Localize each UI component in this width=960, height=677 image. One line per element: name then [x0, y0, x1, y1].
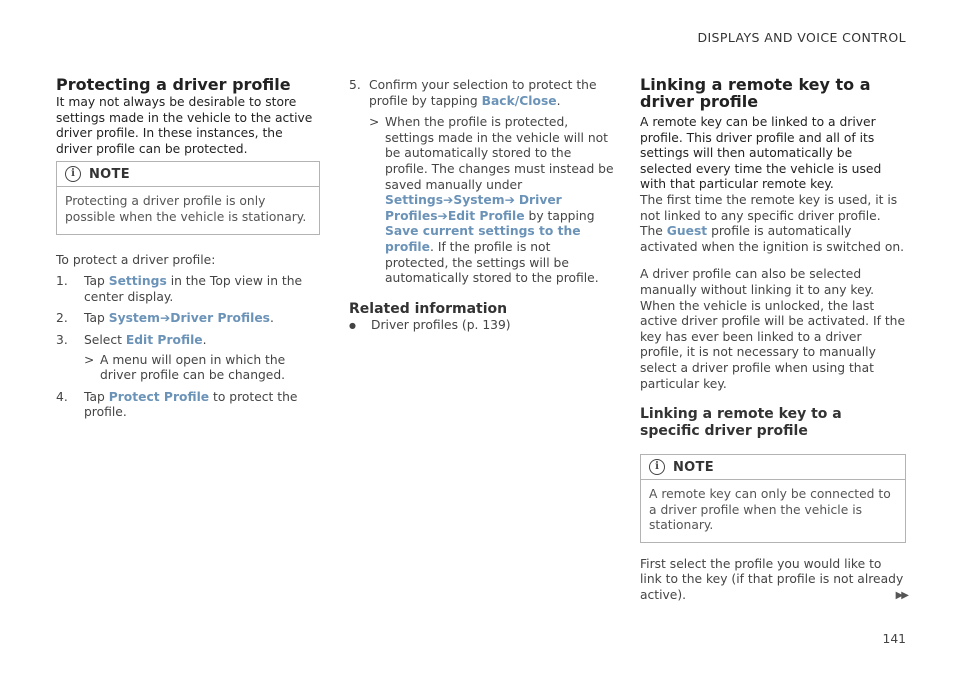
paragraph-select-profile: First select the profile you would like to link to the key (if that profile is not already active).: [640, 556, 904, 603]
step-4: [56, 390, 320, 421]
menu-term: Save current settings to the profile: [385, 224, 581, 254]
arrow-right-icon: ➔: [437, 208, 448, 223]
step-2: [56, 311, 320, 327]
step-text: Select Edit Profile. > A menu will open in which the driver profile can be changed.: [84, 333, 320, 384]
arrow-right-icon: ➔: [504, 193, 515, 208]
menu-term: Edit Profile: [125, 332, 203, 347]
subsection-title: Linking a remote key to a specific driver profile: [640, 406, 842, 440]
arrow-right-icon: ➔: [443, 193, 454, 208]
menu-term: Guest: [666, 224, 708, 239]
double-chevron-right-icon[interactable]: ▶▶: [895, 590, 907, 601]
menu-term: Driver Profiles: [170, 311, 270, 326]
note-title: NOTE: [89, 166, 130, 182]
menu-term: Settings: [385, 193, 444, 208]
note-body: A remote key can only be connected to a driver profile when the vehicle is stationary.: [649, 487, 891, 533]
menu-term: Driver Profiles: [385, 193, 562, 223]
menu-term: Settings: [108, 274, 167, 289]
note-box: [56, 161, 320, 234]
note-header: [57, 162, 319, 187]
intro-text: To protect a driver profile:: [56, 252, 216, 267]
step-1: [56, 274, 320, 305]
bullet-icon: ●: [349, 320, 356, 330]
step-number: 2.: [56, 311, 68, 326]
step-number: 3.: [56, 332, 68, 347]
step-3: [56, 333, 320, 384]
lead-protect: It may not always be desirable to store settings made in the vehicle to the active driver profile. In these instances, the driver profile can be protected.: [56, 95, 313, 156]
step-text: Tap System➔Driver Profiles.: [84, 311, 274, 326]
info-icon: i: [649, 459, 665, 475]
section-title-protect: Protecting a driver profile: [56, 75, 291, 94]
section-title-linking: Linking a remote key to a driver profile: [640, 75, 871, 111]
menu-term: Protect Profile: [108, 389, 210, 404]
step-5: [349, 78, 615, 287]
left-column: [56, 76, 320, 421]
related-item: [349, 318, 615, 334]
note-body: Protecting a driver profile is only possible when the vehicle is stationary.: [65, 194, 307, 224]
menu-term: Edit Profile: [447, 208, 525, 223]
paragraph-manual-select: A driver profile can also be selected manually without linking it to any key. When the vehicle is unlocked, the last active driver profile will be activated. If the key has ever been linked to a driver profile, it is not necessary to manually select a driver profile when using that particular key.: [640, 267, 906, 391]
lead-linking: A remote key can be linked to a driver profile. This driver profile and all of its settings will then automatically be selected every time the vehicle is used with that particular remote key.: [640, 115, 882, 192]
right-column: [640, 76, 906, 604]
page-number: 141: [882, 632, 906, 646]
related-info-title: Related information: [349, 300, 508, 317]
step-result: > A menu will open in which the driver profile can be changed.: [84, 352, 286, 383]
menu-term: System: [108, 311, 160, 326]
page-header: DISPLAYS AND VOICE CONTROL: [697, 30, 906, 45]
note-title: NOTE: [673, 459, 714, 475]
step-text: Confirm your selection to protect the profile by tapping Back/Close. > When the profile is protected, settings made in the vehicle will not be automatically stored to the profile. The changes must instead be saved manually under Settings➔System➔ Driver Profiles➔Edit Profile by tapping Save current settings to the profile. If the profile is not protected, the settings will be automatically stored to the profile.: [369, 78, 614, 286]
paragraph-first-use: The first time the remote key is used, it is not linked to any specific driver profile. The Guest profile is automatically activated when the ignition is switched on.: [640, 192, 905, 254]
arrow-right-icon: ➔: [159, 311, 171, 326]
step-text: Tap Protect Profile to protect the profile.: [84, 389, 298, 420]
related-link[interactable]: Driver profiles (p. 139): [371, 317, 511, 332]
step-text: Tap Settings in the Top view in the center display.: [84, 274, 303, 304]
menu-term: Back/Close: [481, 93, 557, 108]
menu-term: System: [453, 193, 505, 208]
step-number: 5.: [349, 78, 361, 92]
note-box: [640, 454, 906, 543]
step-number: 4.: [56, 389, 68, 404]
info-icon: i: [65, 166, 81, 182]
note-header: [641, 455, 905, 480]
middle-column: [349, 76, 615, 333]
step-result: > When the profile is protected, settings made in the vehicle will not be automatically stored to the profile. The changes must instead be saved manually under Settings➔System➔ Driver Profiles➔Edit Profile by tapping Save current settings to the profile. If the profile is not protected, the settings will be automatically stored to the profile.: [369, 115, 614, 286]
step-number: 1.: [56, 274, 68, 289]
